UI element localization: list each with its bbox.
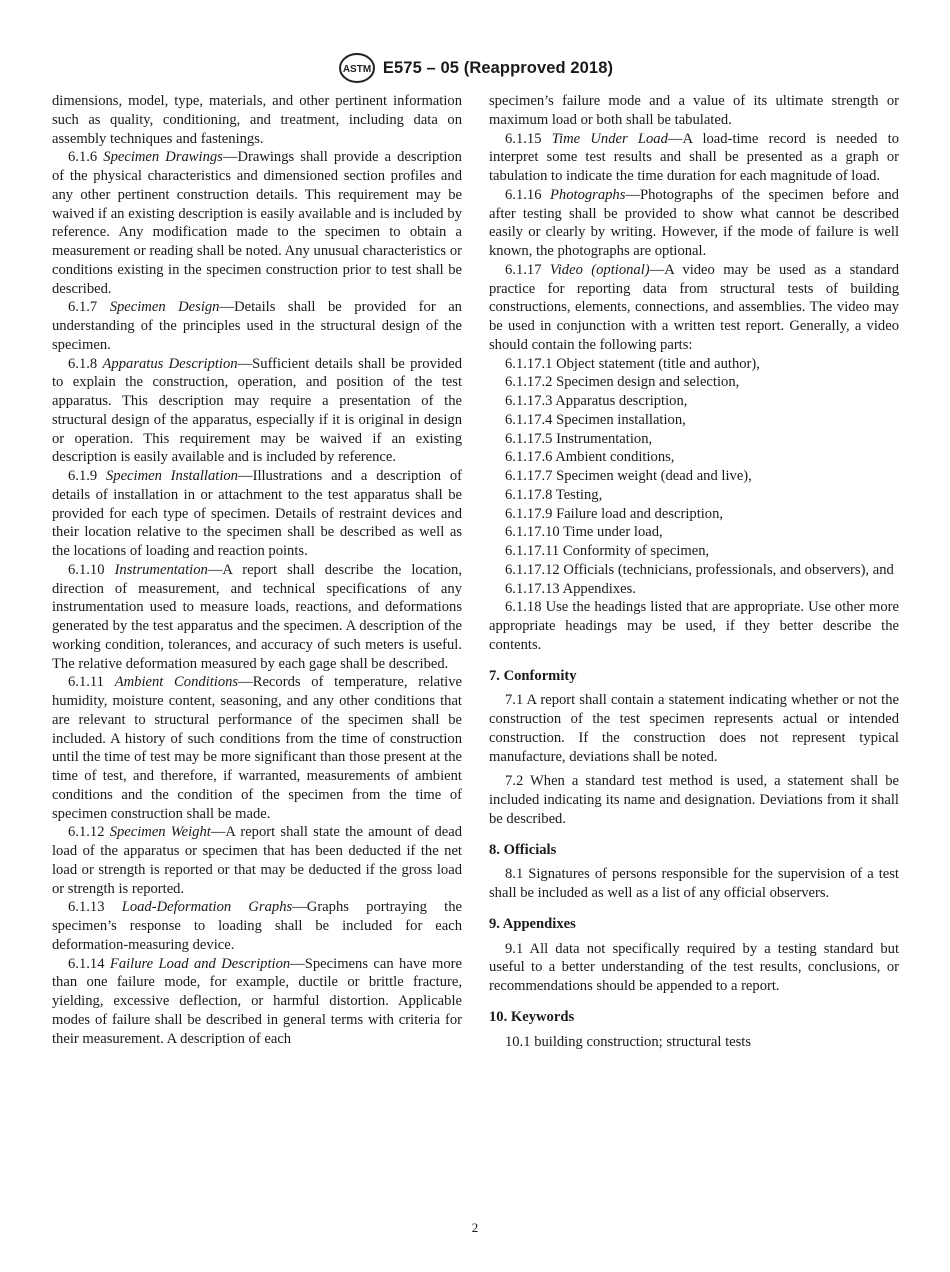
paragraph-6-1-8: 6.1.8 Apparatus Description—Sufficient details shall be provided to explain the construction, operation, and position of the test apparatus. This description may require a presentation of the structural design of the apparatus, especially if it is original in design or operation. This requirement may be waived if an existing description is easily available and is included by reference. (52, 355, 463, 466)
paragraph-7-1: 7.1 A report shall contain a statement indicating whether or not the construction of the test specimen represents actual or intended construction. If the construction does not represent typical manufacture, deviations shall be noted. (489, 692, 899, 765)
paragraph-6-1-6: 6.1.6 Specimen Drawings—Drawings shall provide a description of the physical characteristics and dimensioned section profiles and any other pertinent construction details. This requirement may be waived if an existing description is easily available and is included by reference. Any modification made to the specimen to obtain a measurement or reading shall be noted. Any unusual characteristics or conditions existing in the specimen construction prior to test shall be described. (52, 149, 462, 297)
page-header (0, 52, 950, 86)
right-column (489, 92, 899, 1051)
video-parts-list (489, 355, 899, 599)
list-item: 6.1.17.9 Failure load and description, (505, 505, 724, 522)
section-heading-officials: 8. Officials (489, 841, 557, 858)
list-item: 6.1.17.10 Time under load, (505, 524, 663, 541)
section-heading-conformity: 7. Conformity (489, 667, 577, 684)
paragraph-7-2: 7.2 When a standard test method is used, a statement shall be included indicating its name and designation. Deviations from it shall be described. (489, 773, 899, 827)
list-item: 6.1.17.1 Object statement (title and author), (505, 355, 760, 372)
list-item: 6.1.17.6 Ambient conditions, (505, 449, 675, 466)
paragraph-6-1-17: 6.1.17 Video (optional)—A video may be used as a standard practice for reporting data from structural tests of building constructions, elements, connections, and assemblies. The video may be used in conjunction with a written test report. Generally, a video should contain the following parts: (489, 261, 900, 353)
section-heading-keywords: 10. Keywords (489, 1008, 575, 1025)
astm-logo-icon (337, 52, 377, 84)
left-column (52, 92, 462, 1048)
paragraph-10-1: 10.1 building construction; structural tests (505, 1033, 752, 1050)
list-item: 6.1.17.2 Specimen design and selection, (505, 374, 740, 391)
svg-text:ASTM: ASTM (342, 64, 372, 75)
section-heading-appendixes: 9. Appendixes (489, 915, 576, 932)
paragraph-6-1-13: 6.1.13 Load-Deformation Graphs—Graphs portraying the specimen’s response to loading shall be included for each deformation-measuring device. (52, 899, 462, 953)
paragraph-8-1: 8.1 Signatures of persons responsible for the supervision of a test shall be included as well as a list of any official observers. (489, 866, 899, 901)
paragraph-6-1-15: 6.1.15 Time Under Load—A load-time record is needed to interpret some test results and shall be presented as a graph or tabulation to indicate the time duration for each magnitude of load. (489, 130, 899, 184)
paragraph-6-1-12: 6.1.12 Specimen Weight—A report shall state the amount of dead load of the apparatus or specimen that has been deducted if the net load or strength is reported or that may be deducted if the gross load or strength is reported. (52, 824, 463, 897)
list-item: 6.1.17.13 Appendixes. (505, 580, 636, 597)
list-item: 6.1.17.3 Apparatus description, (505, 393, 688, 409)
document-designation: E575 – 05 (Reapproved 2018) (382, 58, 614, 77)
page-number: 2 (471, 1220, 479, 1235)
paragraph-6-1-18: 6.1.18 Use the headings listed that are appropriate. Use other more appropriate headings may be used, if they better describe the contents. (489, 599, 899, 653)
paragraph-6-1-16: 6.1.16 Photographs—Photographs of the specimen before and after testing shall be provided to show what cannot be described easily or clearly by writing. However, if the mode of failure is well known, the photographs are optional. (489, 186, 899, 259)
list-item: 6.1.17.4 Specimen installation, (505, 411, 686, 428)
paragraph-9-1: 9.1 All data not specifically required by a testing standard but useful to a better understanding of the test results, conclusions, or recommendations should be appended to a report. (489, 940, 899, 994)
paragraph-6-1-7: 6.1.7 Specimen Design—Details shall be provided for an understanding of the principles used in the structural design of the specimen. (52, 299, 462, 353)
paragraph-6-1-14: 6.1.14 Failure Load and Description—Specimens can have more than one failure mode, for example, ductile or brittle fracture, yielding, excessive deflection, or harmful distortion. Applicable modes of failure shall be described in general terms with criteria for their measurement. A description of each (52, 955, 463, 1047)
list-item: 6.1.17.11 Conformity of specimen, (505, 543, 710, 559)
paragraph-continuation: specimen’s failure mode and a value of its ultimate strength or maximum load or both shall be tabulated. (489, 93, 899, 128)
paragraph-6-1-11: 6.1.11 Ambient Conditions—Records of temperature, relative humidity, moisture content, seasoning, and any other conditions that are relevant to structural performance of the specimen shall be included. A history of such conditions from the time of construction until the time of test may be more significant than those present at the time of test, and therefore, if warranted, measurements of ambient conditions and the condition of the specimen from the time of specimen construction shall be made. (52, 674, 462, 822)
list-item: 6.1.17.7 Specimen weight (dead and live), (505, 468, 752, 484)
list-item: 6.1.17.8 Testing, (505, 486, 603, 503)
paragraph-continuation: dimensions, model, type, materials, and other pertinent information such as quality, conditioning, and treatment, including data on assembly techniques and fastenings. (52, 93, 462, 147)
paragraph-6-1-10: 6.1.10 Instrumentation—A report shall describe the location, direction of measurement, and technical specifications of any instrumentation used to measure loads, reactions, and deformations generated by the test apparatus and the specimen. A description of the working condition, tolerances, and accuracy of such meters is useful. The relative deformation measured by each gage shall be described. (52, 561, 462, 672)
list-item: 6.1.17.5 Instrumentation, (505, 430, 653, 447)
paragraph-6-1-9: 6.1.9 Specimen Installation—Illustrations and a description of details of installation in or attachment to the test apparatus shall be provided for each type of specimen. Details of restraint devices and their location relative to the specimen shall be described as well as the locations of loading and reaction points. (52, 468, 462, 559)
list-item: 6.1.17.12 Officials (technicians, professionals, and observers), and (505, 561, 894, 578)
